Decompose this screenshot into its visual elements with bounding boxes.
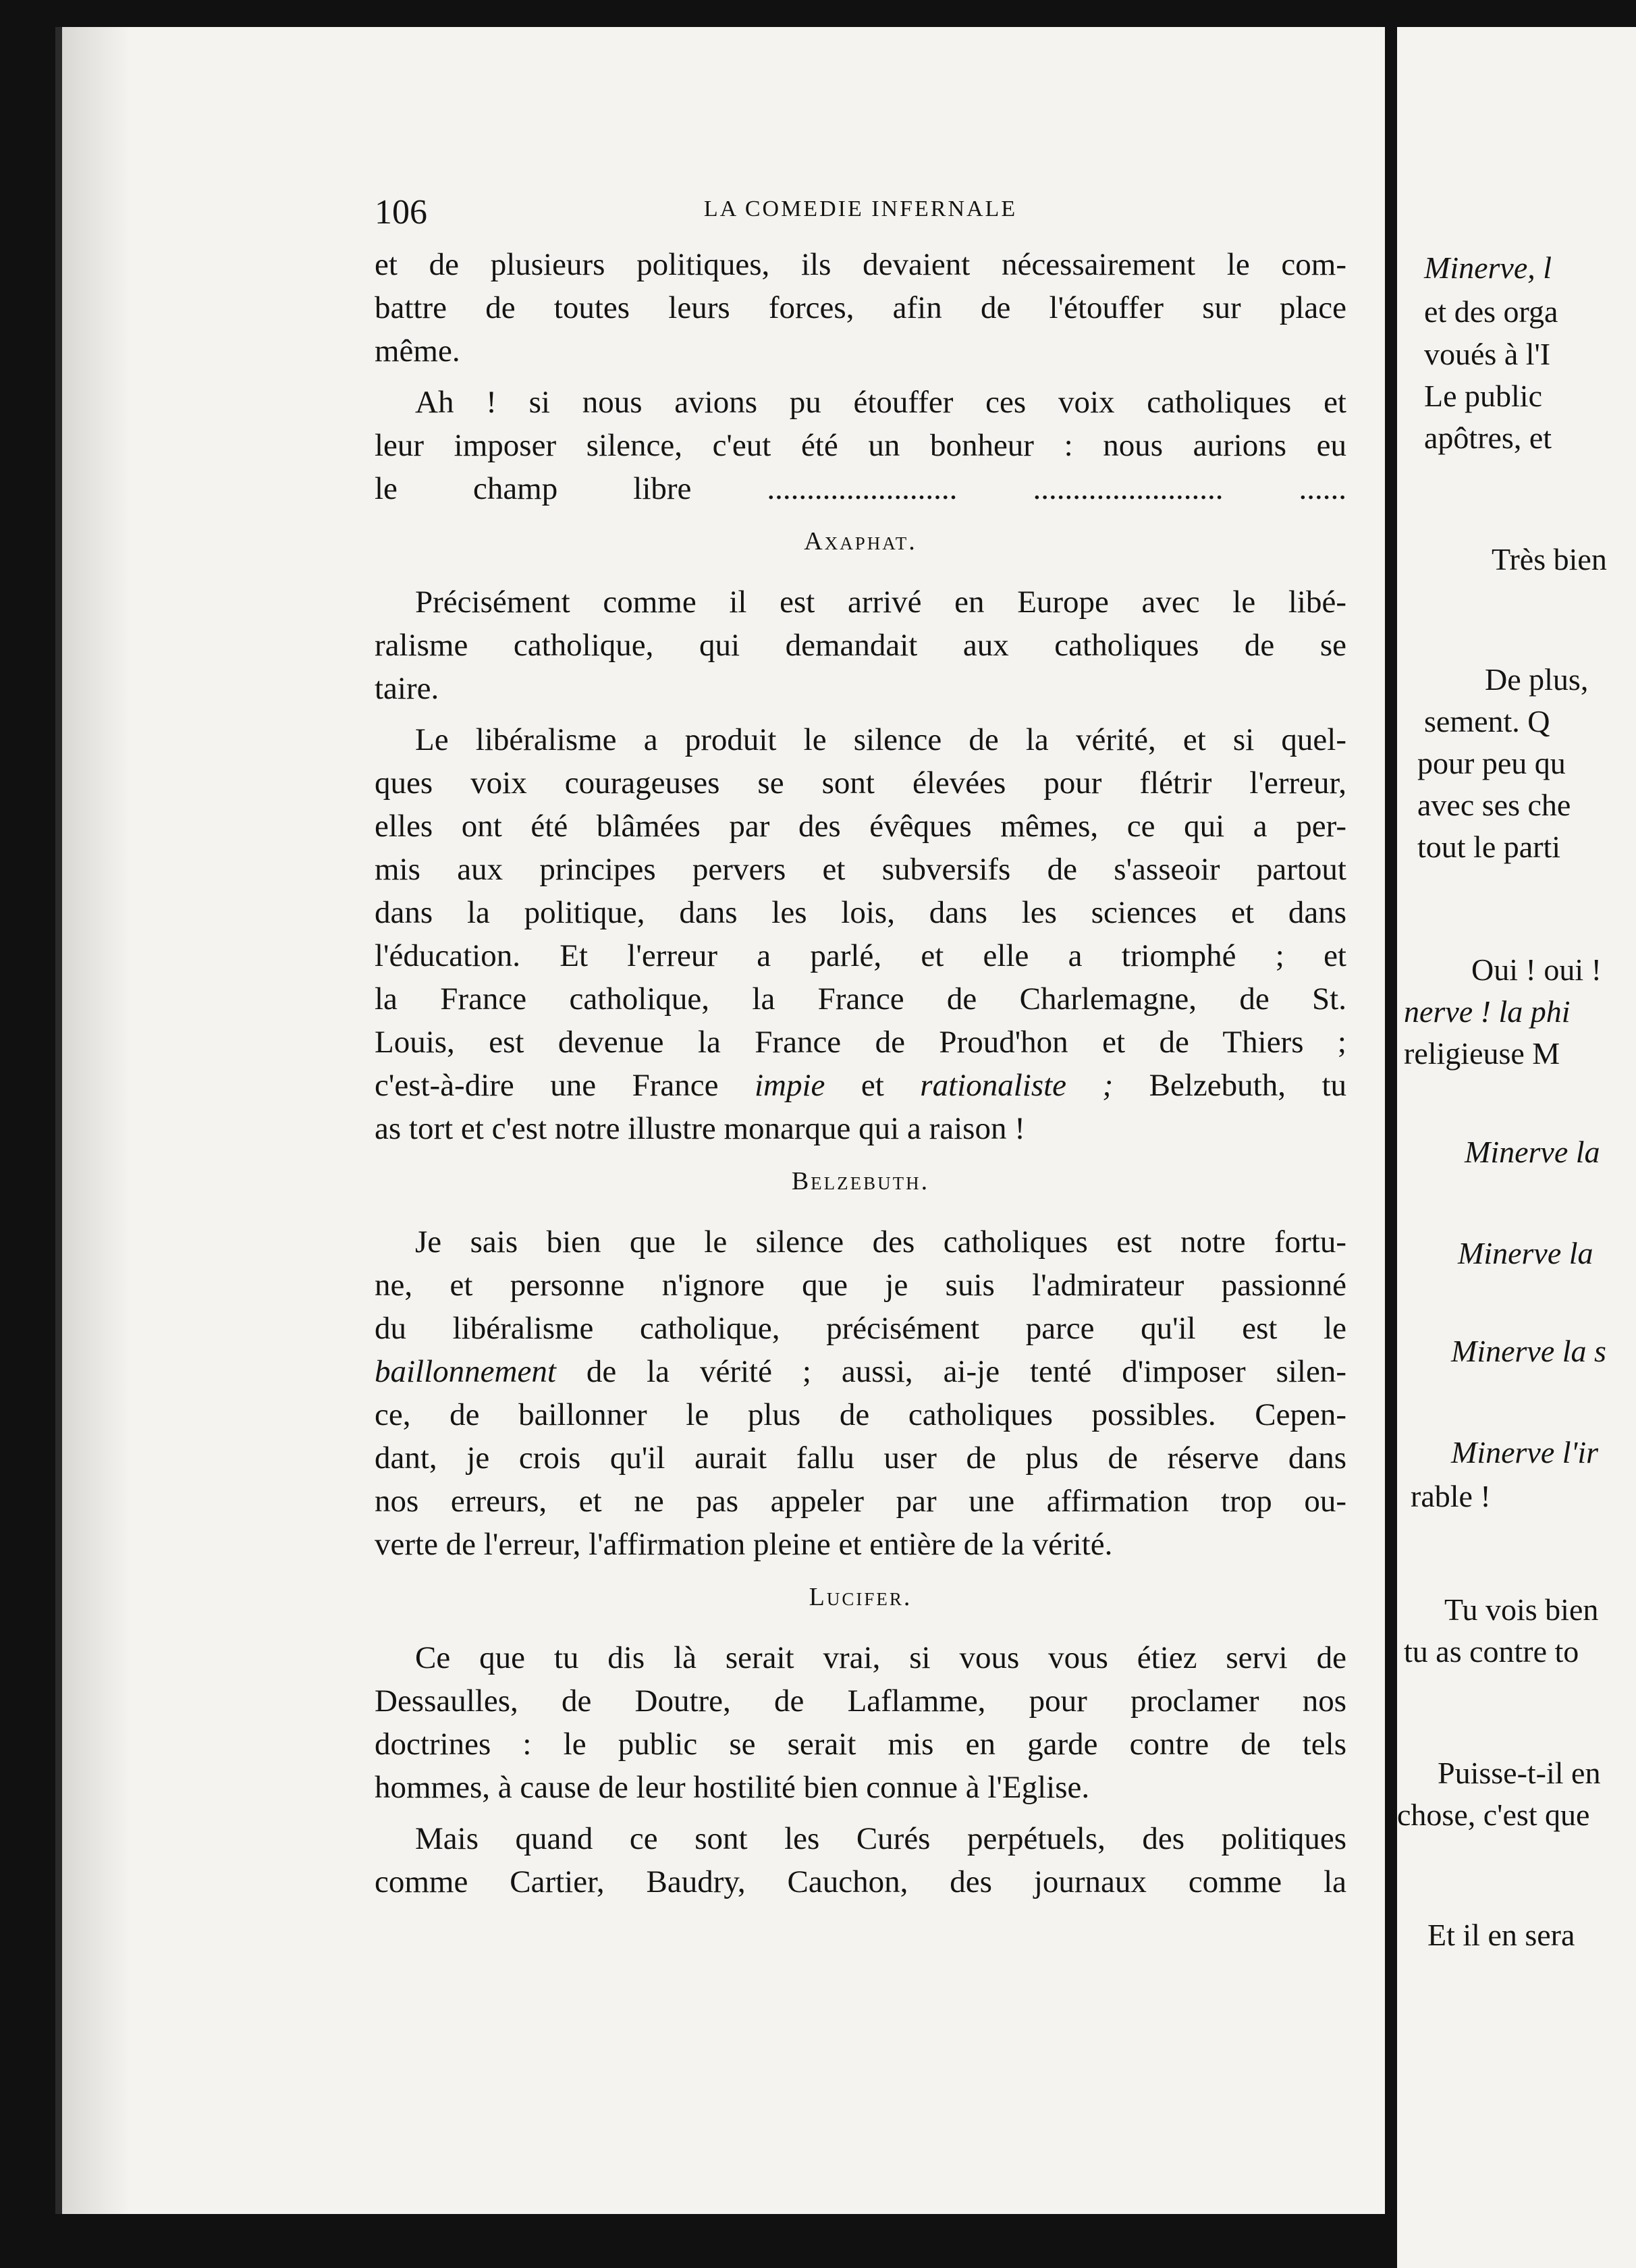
paragraph-2 — [375, 381, 1346, 510]
speaker-heading: Axaphat. — [804, 527, 917, 556]
facing-text-line: et des orga — [1424, 294, 1558, 329]
text-line — [375, 1064, 1346, 1107]
text-line: le champ libre ........................ ........................ ...... — [375, 471, 1346, 506]
text-line: elles ont été blâmées par des évêques mêmes, ce qui a per- — [375, 809, 1346, 844]
text-line: même. — [375, 333, 460, 369]
paragraph-3 — [375, 580, 1346, 710]
text-line: Précisément comme il est arrivé en Europe avec le libé- — [415, 585, 1346, 620]
facing-text-line: Minerve la — [1458, 1236, 1593, 1270]
facing-text-line: chose, c'est que — [1397, 1798, 1590, 1832]
facing-text-line: Minerve la — [1465, 1135, 1600, 1169]
text-line: hommes, à cause de leur hostilité bien connue à l'Eglise. — [375, 1770, 1090, 1805]
facing-text-line: Le public — [1424, 379, 1542, 413]
facing-text-line: apôtres, et — [1424, 421, 1552, 455]
text-run: c'est-à-dire une France — [375, 1068, 755, 1103]
facing-text-line: De plus, — [1485, 662, 1589, 697]
text-line: as tort et c'est notre illustre monarque qui a raison ! — [375, 1111, 1025, 1146]
facing-text-line: tout le parti — [1417, 830, 1561, 864]
facing-text-line: voués à l'I — [1424, 337, 1551, 371]
facing-text-line: religieuse M — [1404, 1036, 1560, 1071]
facing-text-line: Puisse-t-il en — [1438, 1756, 1601, 1790]
text-line: dans la politique, dans les lois, dans les sciences et dans — [375, 895, 1346, 930]
text-line: dant, je crois qu'il aurait fallu user de plus de réserve dans — [375, 1440, 1346, 1476]
text-line: et de plusieurs politiques, ils devaient nécessairement le com- — [375, 247, 1346, 282]
facing-text-line: Minerve l'ir — [1451, 1435, 1599, 1469]
text-line: mis aux principes pervers et subversifs de s'asseoir partout — [375, 852, 1346, 887]
text-line: ralisme catholique, qui demandait aux catholiques de se — [375, 628, 1346, 663]
text-line: la France catholique, la France de Charlemagne, de St. — [375, 981, 1346, 1017]
italic-run: rationaliste ; — [920, 1068, 1114, 1103]
text-line: verte de l'erreur, l'affirmation pleine et entière de la vérité. — [375, 1527, 1113, 1562]
paragraph-6 — [375, 1636, 1346, 1809]
italic-run: impie — [754, 1068, 825, 1103]
speaker-heading: Belzebuth. — [791, 1167, 930, 1195]
page-header — [375, 192, 1346, 233]
paragraph-5 — [375, 1220, 1346, 1566]
text-run: de la vérité ; aussi, ai-je tenté d'imposer silen- — [555, 1354, 1346, 1389]
paragraph-4 — [375, 718, 1346, 1150]
text-line: Ah ! si nous avions pu étouffer ces voix catholiques et — [415, 385, 1346, 420]
facing-text-line: Très bien — [1492, 542, 1607, 576]
speaker-heading: Lucifer. — [809, 1583, 912, 1611]
scan-border-top — [0, 0, 1636, 27]
facing-text-line: tu as contre to — [1404, 1634, 1579, 1669]
facing-text-line: Tu vois bien — [1444, 1592, 1599, 1627]
text-run: et — [825, 1068, 921, 1103]
text-line: Mais quand ce sont les Curés perpétuels, des politiques — [415, 1821, 1346, 1856]
text-line: comme Cartier, Baudry, Cauchon, des journaux comme la — [375, 1864, 1346, 1899]
facing-text-line: avec ses che — [1417, 788, 1571, 822]
facing-text-line: Minerve la s — [1451, 1334, 1606, 1368]
text-line: Le libéralisme a produit le silence de la vérité, et si quel- — [415, 722, 1346, 757]
text-line: du libéralisme catholique, précisément parce qu'il est le — [375, 1311, 1346, 1346]
text-line — [375, 1350, 1346, 1393]
page-body — [375, 243, 1346, 1912]
text-line: taire. — [375, 671, 439, 706]
paragraph-7 — [375, 1817, 1346, 1904]
text-line: ne, et personne n'ignore que je suis l'admirateur passionné — [375, 1268, 1346, 1303]
facing-text-line: Minerve, l — [1424, 250, 1552, 285]
text-line: Ce que tu dis là serait vrai, si vous vous étiez servi de — [415, 1640, 1346, 1675]
text-line: Louis, est devenue la France de Proud'hon et de Thiers ; — [375, 1025, 1346, 1060]
text-line: Dessaulles, de Doutre, de Laflamme, pour proclamer nos — [375, 1683, 1346, 1719]
text-line: doctrines : le public se serait mis en garde contre de tels — [375, 1727, 1346, 1762]
facing-text-line: pour peu qu — [1417, 746, 1566, 780]
text-line: nos erreurs, et ne pas appeler par une affirmation trop ou- — [375, 1484, 1346, 1519]
page-number: 106 — [375, 193, 427, 232]
text-line: l'éducation. Et l'erreur a parlé, et elle a triomphé ; et — [375, 938, 1346, 973]
text-line: ques voix courageuses se sont élevées pour flétrir l'erreur, — [375, 765, 1346, 801]
text-line: battre de toutes leurs forces, afin de l'étouffer sur place — [375, 290, 1346, 325]
running-title: LA COMEDIE INFERNALE — [703, 196, 1018, 221]
facing-text-line: sement. Q — [1424, 704, 1550, 738]
facing-text-line: Oui ! oui ! — [1471, 952, 1602, 987]
text-line: ce, de baillonner le plus de catholiques possibles. Cepen- — [375, 1397, 1346, 1432]
facing-text-line: nerve ! la phi — [1404, 994, 1571, 1029]
facing-text-line: Et il en sera — [1427, 1918, 1575, 1952]
facing-text-line: rable ! — [1411, 1479, 1491, 1513]
text-line: leur imposer silence, c'eut été un bonheur : nous aurions eu — [375, 428, 1346, 463]
italic-run: baillonnement — [375, 1354, 556, 1389]
book-page-right-partial — [1397, 27, 1636, 2268]
paragraph-1 — [375, 243, 1346, 373]
page-edge-shadow — [62, 27, 130, 2214]
text-run: Belzebuth, tu — [1113, 1068, 1346, 1103]
text-line: Je sais bien que le silence des catholiques est notre fortu- — [415, 1224, 1346, 1260]
